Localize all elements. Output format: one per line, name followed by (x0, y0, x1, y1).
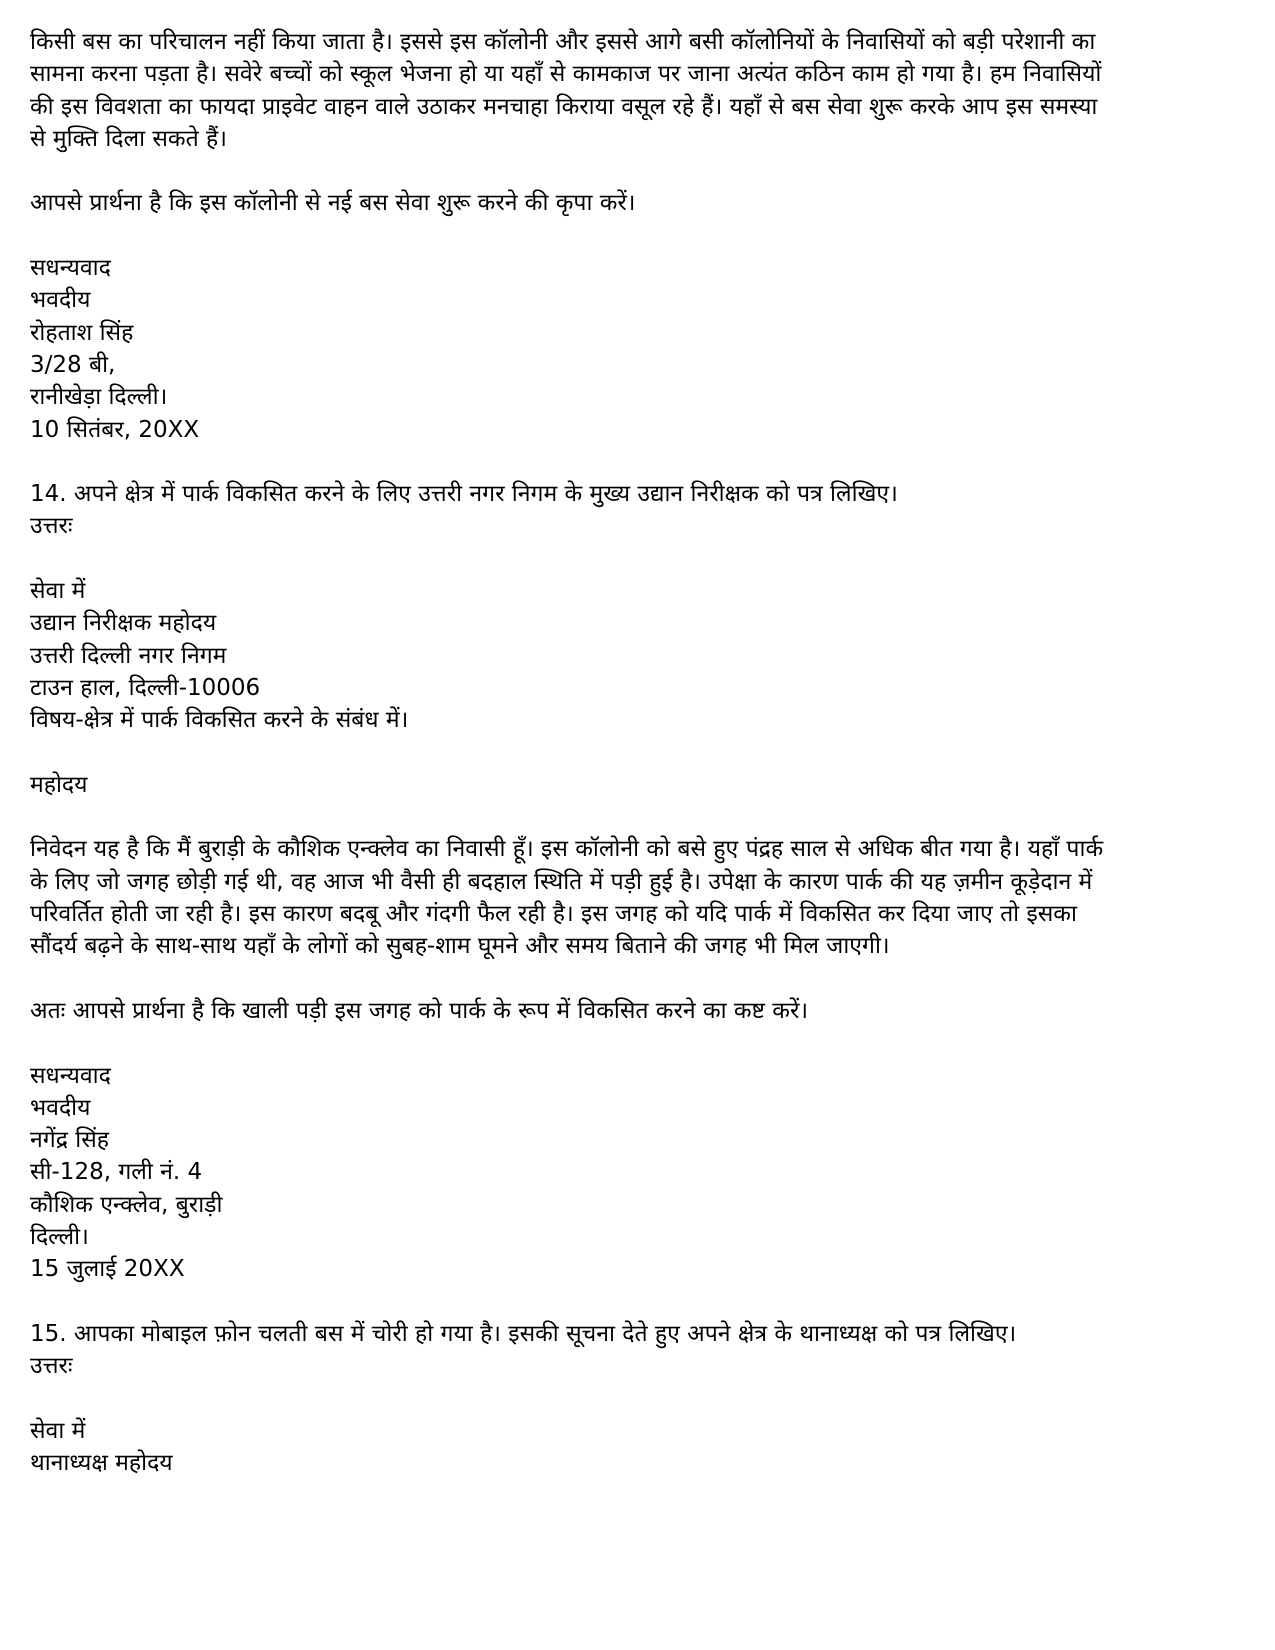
q14-address-line: कौशिक एन्क्लेव, बुराड़ी (30, 1191, 223, 1218)
q14-recipient-title: उद्यान निरीक्षक महोदय (30, 610, 217, 637)
letter1-body (30, 26, 1230, 155)
body-line: सौंदर्य बढ़ने के साथ-साथ यहाँ के लोगों को सुबह-शाम घूमने और समय बिताने की जगह भी मिल जाएगी। (30, 933, 890, 960)
letter1-date: 10 सितंबर, 20XX (30, 416, 200, 443)
document-page (30, 26, 1230, 1479)
q14-recipient-address: टाउन हाल, दिल्ली-10006 (30, 674, 261, 701)
answer-label: उत्तरः (30, 1353, 73, 1380)
letter1-sender-name: रोहताश सिंह (30, 319, 134, 346)
q14-request: अतः आपसे प्रार्थना है कि खाली पड़ी इस जगह को पार्क के रूप में विकसित करने का कष्ट करें। (30, 997, 809, 1024)
body-line: निवेदन यह है कि मैं बुराड़ी के कौशिक एन्क्लेव का निवासी हूँ। इस कॉलोनी को बसे हुए पंद्रह साल से अधिक बीत गया है। यहाँ पार्क (30, 836, 1104, 863)
letter1-closing-yours: भवदीय (30, 287, 91, 314)
body-line: परिवर्तित होती जा रही है। इस कारण बदबू और गंदगी फैल रही है। इस जगह को यदि पार्क में विकसित कर दिया जाए तो इसका (30, 901, 1077, 928)
body-line: से मुक्ति दिला सकते हैं। (30, 125, 227, 152)
letter1-address-line: रानीखेड़ा दिल्ली। (30, 384, 168, 411)
q14-to: सेवा में (30, 578, 86, 605)
body-line: किसी बस का परिचालन नहीं किया जाता है। इससे इस कॉलोनी और इससे आगे बसी कॉलोनियों के निवासियों को बड़ी परेशानी का (30, 29, 1096, 55)
spacer (30, 963, 1230, 995)
spacer (30, 155, 1230, 187)
question-14: 14. अपने क्षेत्र में पार्क विकसित करने के लिए उत्तरी नगर निगम के मुख्य उद्यान निरीक्षक को पत्र लिखिए। (30, 481, 898, 508)
letter1-request: आपसे प्रार्थना है कि इस कॉलोनी से नई बस सेवा शुरू करने की कृपा करें। (30, 190, 636, 217)
spacer (30, 1286, 1230, 1318)
question-15: 15. आपका मोबाइल फ़ोन चलती बस में चोरी हो गया है। इसकी सूचना देते हुए अपने क्षेत्र के थानाध्यक्ष को पत्र लिखिए। (30, 1320, 1017, 1347)
q14-subject: विषय-क्षेत्र में पार्क विकसित करने के संबंध में। (30, 707, 409, 734)
q14-recipient-org: उत्तरी दिल्ली नगर निगम (30, 642, 227, 669)
letter1-closing-thanks: सधन्यवाद (30, 255, 111, 282)
q14-closing-yours: भवदीय (30, 1094, 91, 1121)
spacer (30, 446, 1230, 478)
q14-closing-thanks: सधन्यवाद (30, 1062, 111, 1089)
spacer (30, 737, 1230, 769)
q15-recipient-title: थानाध्यक्ष महोदय (30, 1450, 173, 1477)
body-line: की इस विवशता का फायदा प्राइवेट वाहन वाले उठाकर मनचाहा किराया वसूल रहे हैं। यहाँ से बस सेवा शुरू करके आप इस समस्या (30, 93, 1098, 120)
q14-date: 15 जुलाई 20XX (30, 1256, 185, 1283)
q14-sender-name: नगेंद्र सिंह (30, 1127, 109, 1154)
letter1-address-line: 3/28 बी, (30, 351, 116, 378)
q15-to: सेवा में (30, 1417, 86, 1444)
answer-label: उत्तरः (30, 513, 73, 540)
spacer (30, 801, 1230, 833)
q14-body (30, 833, 1230, 962)
spacer (30, 1027, 1230, 1059)
spacer (30, 543, 1230, 575)
q14-address-line: दिल्ली। (30, 1223, 89, 1250)
body-line: सामना करना पड़ता है। सवेरे बच्चों को स्कूल भेजना हो या यहाँ से कामकाज पर जाना अत्यंत कठिन काम हो गया है। हम निवासियों (30, 61, 1102, 88)
q14-salutation: महोदय (30, 771, 88, 798)
body-line: के लिए जो जगह छोड़ी गई थी, वह आज भी वैसी ही बदहाल स्थिति में पड़ी हुई है। उपेक्षा के कारण पार्क की यह ज़मीन कूड़ेदान में (30, 868, 1093, 895)
spacer (30, 1382, 1230, 1414)
spacer (30, 220, 1230, 252)
q14-address-line: सी-128, गली नं. 4 (30, 1159, 203, 1186)
